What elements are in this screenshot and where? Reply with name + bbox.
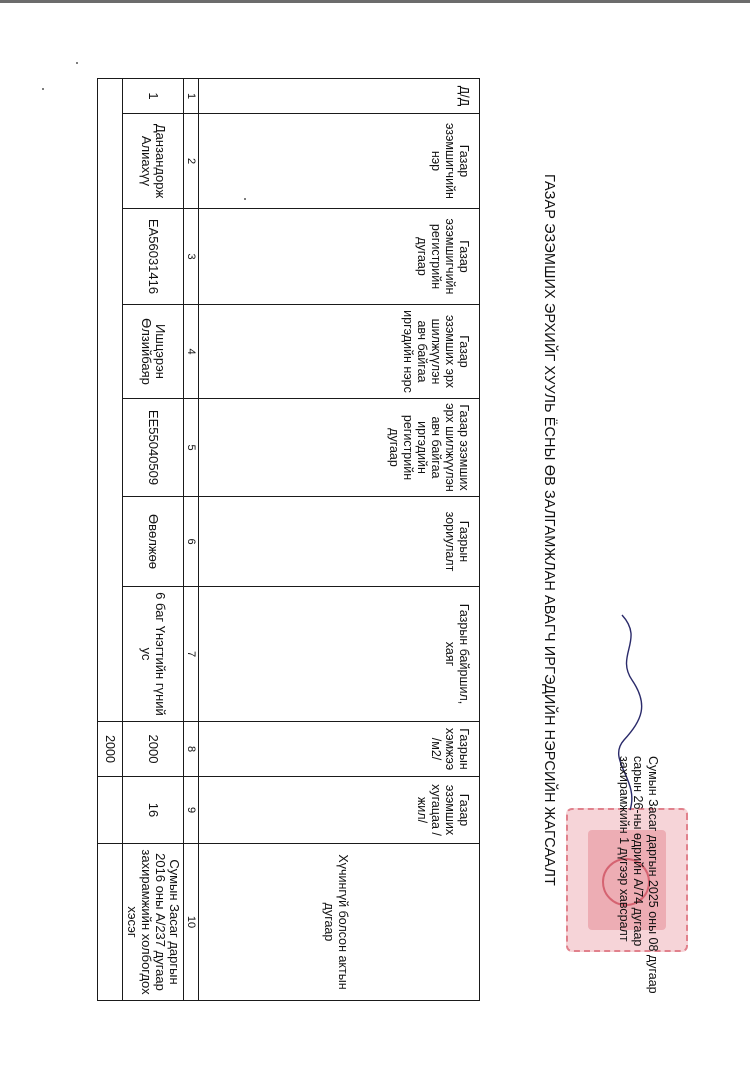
header-cell: Газар эзэмшигчийн регистрийн дугаар (199, 209, 480, 305)
column-number: 3 (184, 209, 199, 305)
header-cell: Д/Д (199, 79, 480, 114)
column-number-row (184, 79, 199, 1001)
heirs-table (97, 78, 480, 1001)
approval-note-line: сарын 26-ны өдрийн А/74 дугаар (631, 756, 646, 947)
column-number: 2 (184, 114, 199, 209)
land-purpose: Өвөлжөө (123, 497, 184, 587)
header-cell: Газар эзэмших эрх шилжүүлэн авч байгаа иргэдийн регистрийн дугаар (199, 399, 480, 497)
land-location: 6 баг Үнэгтийн гүний ус (123, 587, 184, 722)
total-area: 2000 (98, 722, 123, 777)
land-area: 2000 (123, 722, 184, 777)
header-cell: Газар эзэмших эрх шилжүүлэн авч байгаа иргэдийн нэрс (199, 305, 480, 399)
column-number: 6 (184, 497, 199, 587)
header-cell: Газар эзэмшигчийн нэр (199, 114, 480, 209)
column-number: 5 (184, 399, 199, 497)
column-number: 8 (184, 722, 199, 777)
approval-note (617, 756, 661, 1021)
row-number: 1 (123, 79, 184, 114)
owner-name: Данзандорж Алиахүү (123, 114, 184, 209)
header-cell: Газрын зориулалт (199, 497, 480, 587)
header-cell: Газрын байршил, хаяг (199, 587, 480, 722)
approval-note-line: Сумын Засаг даргын 2025 оны 08 дугаар (646, 756, 660, 994)
column-number: 1 (184, 79, 199, 114)
column-number: 9 (184, 777, 199, 844)
total-empty-cell (98, 844, 123, 1001)
document-title: ГАЗАР ЭЗЭМШИХ ЭРХИЙГ ХУУЛЬ ЁСНЫ ӨВ ЗАЛГАМЖЛАН АВАГЧ ИРГЭДИЙН НЭРСИЙН ЖАГСААЛТ (541, 174, 557, 886)
column-number: 7 (184, 587, 199, 722)
total-label-cell (98, 79, 123, 722)
possession-term: 16 (123, 777, 184, 844)
header-cell: Газар эзэмших хугацаа /жил/ (199, 777, 480, 844)
approval-note-line: захирамжийн 1 дүгээр хавсралт (617, 756, 631, 942)
revoked-act: Сумын Засаг даргын 2016 оны А/237 дугаар захирамжийн холбогдох хэсэг (123, 844, 184, 1001)
header-row (199, 79, 480, 1001)
header-cell: Хүчингүй болсон актын дугаар (199, 844, 480, 1001)
header-cell: Газрын хэмжээ /м2/ (199, 722, 480, 777)
total-row (98, 79, 123, 1001)
total-empty-cell (98, 777, 123, 844)
column-number: 4 (184, 305, 199, 399)
column-number: 10 (184, 844, 199, 1001)
heir-name: Ишцэрэн Өлзийбаяр (123, 305, 184, 399)
table-row (123, 79, 184, 1001)
owner-register: ЕА56031416 (123, 209, 184, 305)
heir-register: ЕЕ55040509 (123, 399, 184, 497)
